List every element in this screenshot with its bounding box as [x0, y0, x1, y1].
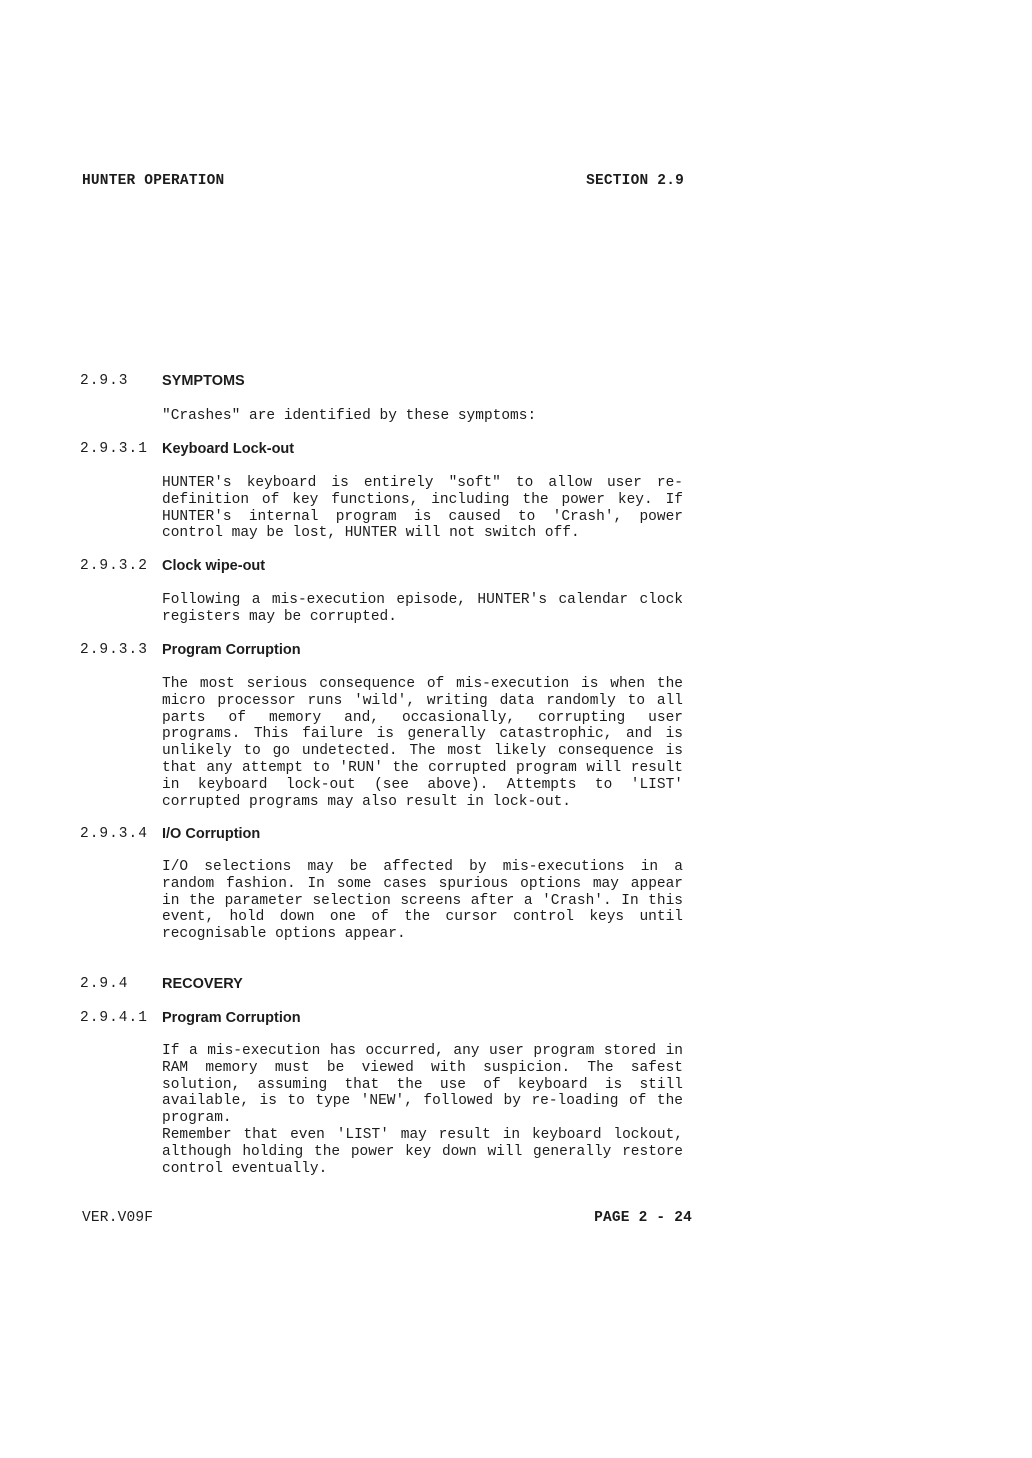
section-number: 2.9.3.4	[80, 826, 148, 842]
section-number: 2.9.3.1	[80, 441, 148, 457]
section-heading: Program Corruption	[162, 642, 301, 658]
section-heading: I/O Corruption	[162, 826, 261, 842]
section-heading: Program Corruption	[162, 1010, 301, 1026]
section-heading: Keyboard Lock-out	[162, 441, 295, 457]
header-title: HUNTER OPERATION	[82, 173, 225, 189]
paragraph-symptoms-intro: "Crashes" are identified by these symptoms:	[162, 408, 537, 424]
paragraph-recovery-1: If a mis-execution has occurred, any user program stored in RAM memory must be viewed with suspicion. The safest solution, assuming that the use of keyboard is still available, is to type 'NEW', followed by re-loading of the program.	[162, 1043, 683, 1127]
section-number: 2.9.3	[80, 373, 129, 389]
section-number: 2.9.4.1	[80, 1010, 148, 1026]
paragraph-keyboard-lockout: HUNTER's keyboard is entirely "soft" to allow user re-definition of key functions, including the power key. If HUNTER's internal program is caused to 'Crash', power control may be lost, HUNTER will not switch off.	[162, 475, 683, 542]
section-number: 2.9.3.3	[80, 642, 148, 658]
paragraph-clock-wipeout: Following a mis-execution episode, HUNTER's calendar clock registers may be corrupted.	[162, 592, 683, 625]
paragraph-program-corruption: The most serious consequence of mis-execution is when the micro processor runs 'wild', writing data randomly to all parts of memory and, occasionally, corrupting user programs. This failure is generally catastrophic, and is unlikely to go undetected. The most likely consequence is that any attempt to 'RUN' the corrupted program will result in keyboard lock-out (see above). Attempts to 'LIST' corrupted programs may also result in lock-out.	[162, 676, 683, 810]
section-number: 2.9.3.2	[80, 558, 148, 574]
footer-version: VER.V09F	[82, 1210, 154, 1226]
section-heading: SYMPTOMS	[162, 373, 245, 389]
section-number: 2.9.4	[80, 976, 129, 992]
paragraph-recovery-2: Remember that even 'LIST' may result in keyboard lockout, although holding the power key down will generally restore control eventually.	[162, 1127, 683, 1177]
footer-page-number: PAGE 2 - 24	[594, 1210, 692, 1226]
paragraph-io-corruption: I/O selections may be affected by mis-executions in a random fashion. In some cases spurious options may appear in the parameter selection screens after a 'Crash'. In this event, hold down one of the cursor control keys until recognisable options appear.	[162, 859, 683, 943]
section-heading: Clock wipe-out	[162, 558, 266, 574]
header-section: SECTION 2.9	[586, 173, 684, 189]
section-heading: RECOVERY	[162, 976, 243, 992]
